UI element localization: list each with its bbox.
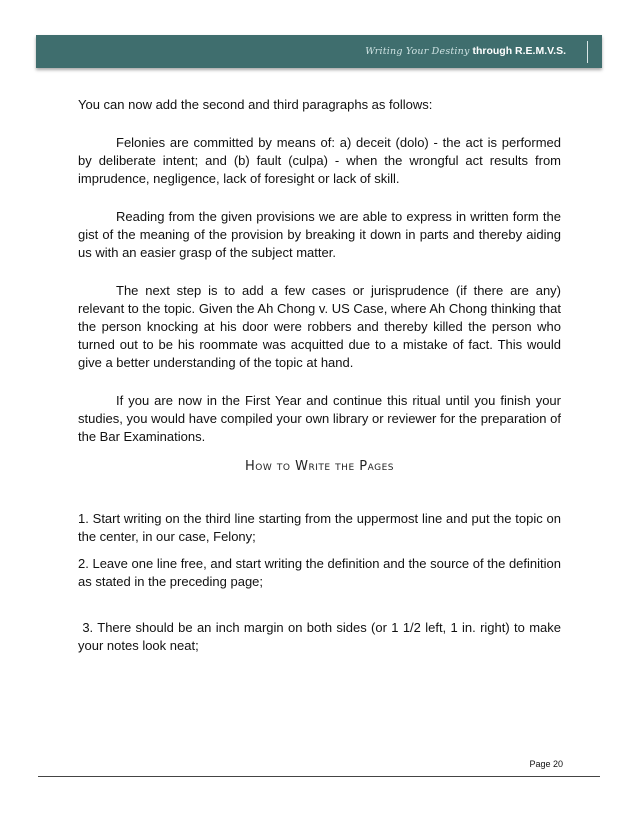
page-number: Page 20 xyxy=(529,759,563,769)
reading-paragraph: Reading from the given provisions we are able to express in written form the gist of the meaning of the provision by breaking it down in parts and thereby aiding us with an easier grasp of the subject matter. xyxy=(78,209,561,260)
felonies-paragraph: Felonies are committed by means of: a) deceit (dolo) - the act is performed by deliberate intent; and (b) fault (culpa) - when the wrongful act results from imprudence, negligence, lack of foresight or lack of skill. xyxy=(78,135,561,186)
first-year-paragraph: If you are now in the First Year and continue this ritual until you finish your studies, you would have compiled your own library or reviewer for the preparation of the Bar Examinations. xyxy=(78,393,561,444)
intro-paragraph: You can now add the second and third paragraphs as follows: xyxy=(78,97,433,112)
header-bar xyxy=(36,35,602,68)
header-title xyxy=(365,45,566,57)
step-1: 1. Start writing on the third line starting from the uppermost line and put the topic on the center, in our case, Felony; xyxy=(78,511,561,544)
next-step-paragraph: The next step is to add a few cases or jurisprudence (if there are any) relevant to the topic. Given the Ah Chong v. US Case, where Ah Chong thinking that the person knocking at his door were robbers and thereby killed the person who turned out to be his roommate was acquitted due to a mistake of fact. This would give a better understanding of the topic at hand. xyxy=(78,283,561,370)
section-heading: How to Write the Pages xyxy=(245,459,394,474)
footer-divider xyxy=(38,776,600,777)
header-bold-text: through R.E.M.V.S. xyxy=(472,45,566,57)
step-3: 3. There should be an inch margin on both sides (or 1 1/2 left, 1 in. right) to make your notes look neat; xyxy=(78,620,565,653)
header-script-text: Writing Your Destiny xyxy=(365,46,470,57)
step-2: 2. Leave one line free, and start writing the definition and the source of the definition as stated in the preceding page; xyxy=(78,556,561,589)
header-separator xyxy=(587,41,588,63)
steps-list xyxy=(78,510,565,655)
body-content xyxy=(78,96,561,446)
